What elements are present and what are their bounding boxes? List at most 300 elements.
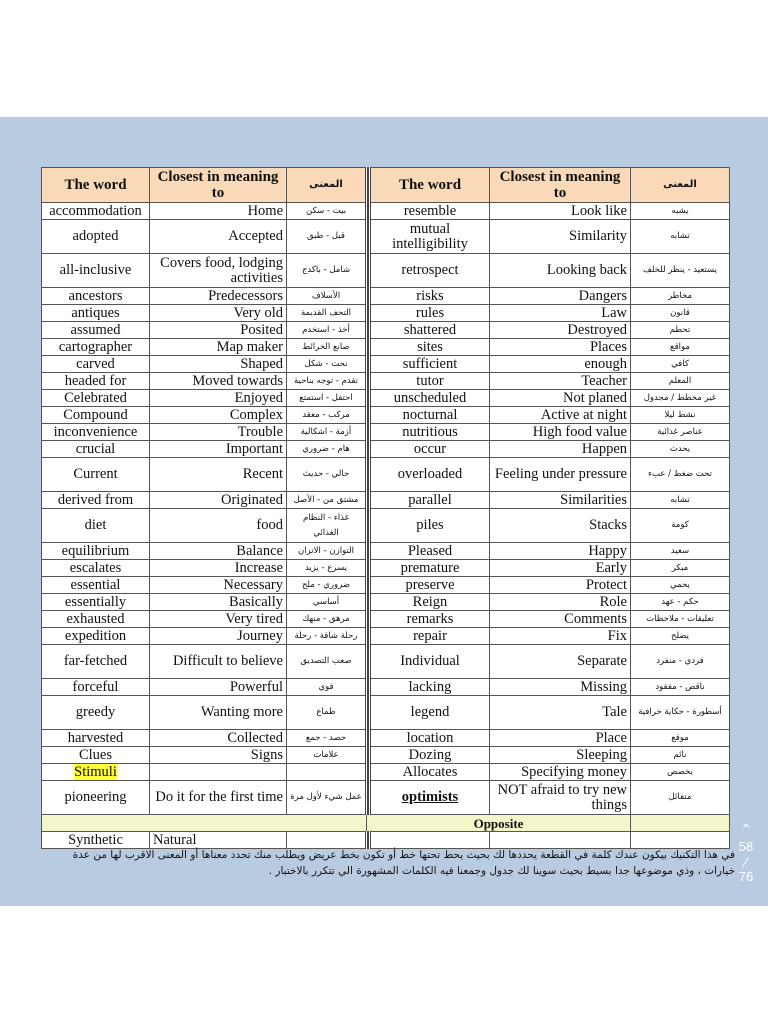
left-arabic-meaning-cell: [287, 305, 367, 322]
left-closest-meaning: Balance: [236, 542, 283, 559]
left-closest-meaning: Complex: [229, 406, 283, 423]
left-arabic-meaning: التحف القديمة: [300, 307, 352, 318]
right-word-cell: [370, 407, 490, 424]
right-word: Reign: [412, 593, 448, 610]
left-word-cell: [42, 781, 150, 815]
left-closest-meaning-cell: [150, 509, 287, 543]
left-arabic-meaning: قوي: [318, 681, 334, 692]
right-word: mutual intelligibility: [392, 220, 468, 252]
right-word-cell: [370, 611, 490, 628]
right-arabic-meaning: فردي - منفرد: [656, 656, 704, 666]
right-word-cell: [370, 730, 490, 747]
left-word-cell: [42, 288, 150, 305]
left-arabic-meaning: طماع: [316, 707, 336, 717]
right-closest-meaning: Happen: [581, 440, 627, 457]
left-word-cell: [42, 611, 150, 628]
table-row: [42, 373, 730, 390]
table-row: [42, 339, 730, 356]
left-arabic-meaning-cell: [287, 390, 367, 407]
left-word: Compound: [63, 406, 128, 423]
table-row: [42, 594, 730, 611]
right-closest-meaning: Places: [589, 338, 627, 355]
left-word: adopted: [72, 228, 119, 244]
right-word-cell: [370, 696, 490, 730]
right-closest-meaning: Tale: [602, 704, 627, 720]
right-arabic-meaning-cell: [631, 424, 730, 441]
left-closest-meaning: Predecessors: [208, 287, 283, 304]
left-word-cell: [42, 322, 150, 339]
right-arabic-meaning: عناصر غذائية: [657, 426, 703, 437]
left-closest-meaning: Moved towards: [192, 372, 283, 389]
right-arabic-meaning: يحدث: [669, 443, 691, 454]
right-arabic-meaning: نائم: [673, 749, 687, 760]
table-row: [42, 424, 730, 441]
right-closest-meaning-cell: [490, 390, 631, 407]
right-closest-meaning: Look like: [571, 202, 627, 219]
left-word-cell: [42, 220, 150, 254]
left-closest-meaning-cell: [150, 254, 287, 288]
left-arabic-meaning-cell: [287, 254, 367, 288]
right-closest-meaning-cell: [490, 679, 631, 696]
right-arabic-meaning: تشابه: [670, 231, 690, 241]
left-word: ancestors: [68, 287, 123, 304]
left-closest-meaning-cell: [150, 645, 287, 679]
left-arabic-meaning-cell: [287, 322, 367, 339]
left-closest-meaning: Posited: [240, 321, 283, 338]
right-closest-meaning-cell: [490, 424, 631, 441]
right-word: Individual: [400, 653, 460, 669]
left-closest-meaning-cell: [150, 679, 287, 696]
table-row: [42, 560, 730, 577]
left-arabic-meaning: صعب التصديق: [300, 656, 352, 666]
left-word: crucial: [75, 440, 116, 457]
right-closest-meaning: Fix: [607, 627, 627, 644]
right-word: location: [406, 729, 454, 746]
left-word: escalates: [69, 559, 122, 576]
right-arabic-meaning: موقع: [671, 732, 689, 743]
left-closest-meaning-cell: [150, 543, 287, 560]
opposite-word: Synthetic: [42, 832, 150, 849]
right-closest-meaning-cell: [490, 492, 631, 509]
left-word-cell: [42, 339, 150, 356]
right-word: Allocates: [402, 763, 458, 780]
right-arabic-meaning-cell: [631, 441, 730, 458]
right-word: premature: [400, 559, 460, 576]
left-closest-meaning-cell: [150, 441, 287, 458]
right-closest-meaning: Similarities: [560, 491, 627, 508]
right-arabic-meaning-cell: [631, 696, 730, 730]
total-page-count: 76: [738, 869, 754, 884]
table-row: [42, 305, 730, 322]
right-arabic-meaning: نشط ليلا: [664, 409, 696, 420]
left-closest-meaning: Very tired: [225, 610, 283, 627]
right-arabic-meaning-cell: [631, 305, 730, 322]
right-arabic-meaning-cell: [631, 390, 730, 407]
left-arabic-meaning-cell: [287, 458, 367, 492]
right-closest-meaning-cell: [490, 339, 631, 356]
right-closest-meaning-cell: [490, 322, 631, 339]
right-word-cell: [370, 424, 490, 441]
left-word-cell: [42, 730, 150, 747]
left-closest-meaning-cell: [150, 390, 287, 407]
right-arabic-meaning-cell: [631, 492, 730, 509]
left-closest-meaning-cell: [150, 220, 287, 254]
table-row: [42, 611, 730, 628]
left-arabic-meaning-cell: [287, 424, 367, 441]
right-word: remarks: [406, 610, 454, 627]
right-arabic-meaning-cell: [631, 628, 730, 645]
left-word-cell: [42, 577, 150, 594]
table-row: [42, 730, 730, 747]
left-word: harvested: [67, 729, 124, 746]
left-word-cell: [42, 509, 150, 543]
left-closest-meaning: Wanting more: [200, 704, 283, 720]
right-closest-meaning-cell: [490, 220, 631, 254]
right-word-cell: [370, 356, 490, 373]
left-closest-meaning-cell: [150, 781, 287, 815]
left-arabic-meaning: نحت - شكل: [304, 358, 348, 369]
left-arabic-meaning: شامل - باكدج: [301, 265, 351, 275]
table-body: [42, 203, 730, 849]
right-word: optimists: [401, 789, 459, 805]
left-closest-meaning: Collected: [227, 729, 283, 746]
table-row: [42, 356, 730, 373]
left-closest-meaning-cell: [150, 764, 287, 781]
right-arabic-meaning: مخاطر: [667, 290, 693, 301]
right-word: legend: [410, 704, 450, 720]
right-closest-meaning-cell: [490, 730, 631, 747]
left-arabic-meaning: أخذ - استخدم: [302, 324, 350, 335]
left-arabic-meaning: التوازن - الاتزان: [298, 545, 354, 556]
right-arabic-meaning-cell: [631, 577, 730, 594]
right-arabic-meaning-cell: [631, 679, 730, 696]
left-word-cell: [42, 356, 150, 373]
left-closest-meaning-cell: [150, 322, 287, 339]
right-arabic-meaning: تحت ضغط / عبء: [648, 469, 712, 479]
empty-cell: [490, 832, 631, 849]
right-arabic-meaning: تعليقات - ملاحظات: [646, 613, 714, 624]
header-word: The word: [42, 168, 150, 203]
left-word-cell: [42, 628, 150, 645]
left-arabic-meaning: رحلة شاقة - رحلة: [294, 630, 358, 641]
right-closest-meaning-cell: [490, 356, 631, 373]
left-word-cell: [42, 492, 150, 509]
right-closest-meaning: Looking back: [546, 262, 627, 278]
right-arabic-meaning-cell: [631, 407, 730, 424]
right-closest-meaning: Separate: [577, 653, 627, 669]
left-word-cell: [42, 390, 150, 407]
right-word-cell: [370, 577, 490, 594]
header-closest-meaning: Closest in meaning to: [150, 168, 287, 203]
left-word-cell: [42, 203, 150, 220]
table-row: [42, 390, 730, 407]
right-closest-meaning-cell: [490, 628, 631, 645]
table-row: [42, 781, 730, 815]
header-word: The word: [370, 168, 490, 203]
right-closest-meaning: Law: [601, 304, 627, 321]
left-closest-meaning: Increase: [234, 559, 283, 576]
left-word: pioneering: [64, 789, 127, 805]
right-arabic-meaning-cell: [631, 611, 730, 628]
left-word: essentially: [64, 593, 127, 610]
left-arabic-meaning-cell: [287, 628, 367, 645]
right-word-cell: [370, 288, 490, 305]
left-word: expedition: [64, 627, 127, 644]
right-closest-meaning: Feeling under pressure: [494, 466, 627, 482]
opposite-row: [42, 832, 730, 849]
right-closest-meaning-cell: [490, 458, 631, 492]
right-arabic-meaning: كافي: [671, 358, 689, 369]
left-arabic-meaning: غذاء - النظام الغذائي: [302, 512, 350, 538]
right-word: nocturnal: [402, 406, 458, 423]
left-arabic-meaning-cell: [287, 560, 367, 577]
right-arabic-meaning: المعلم: [668, 375, 692, 386]
left-word-cell: [42, 679, 150, 696]
right-word: sufficient: [402, 355, 458, 372]
right-arabic-meaning: يخصص: [667, 766, 693, 777]
left-closest-meaning: Very old: [233, 304, 283, 321]
left-arabic-meaning: علامات: [313, 749, 339, 760]
left-closest-meaning: Originated: [220, 491, 283, 508]
left-closest-meaning-cell: [150, 492, 287, 509]
right-word-cell: [370, 390, 490, 407]
left-word: essential: [70, 576, 121, 593]
right-arabic-meaning: يستعيد - ينظر للخلف: [643, 265, 717, 275]
right-word: Pleased: [407, 542, 453, 559]
right-closest-meaning: Place: [595, 729, 627, 746]
right-word-cell: [370, 747, 490, 764]
left-arabic-meaning-cell: [287, 220, 367, 254]
left-word: carved: [76, 355, 115, 372]
right-closest-meaning-cell: [490, 288, 631, 305]
left-word-cell: [42, 305, 150, 322]
right-arabic-meaning: قانون: [670, 307, 690, 318]
right-word: tutor: [416, 372, 444, 389]
left-word: Clues: [78, 746, 113, 763]
left-word: derived from: [57, 491, 134, 508]
left-word-cell: [42, 424, 150, 441]
right-arabic-meaning-cell: [631, 645, 730, 679]
right-arabic-meaning-cell: [631, 781, 730, 815]
left-word-cell: [42, 594, 150, 611]
chevron-up-icon[interactable]: ⌃: [740, 821, 752, 837]
left-word-cell: [42, 543, 150, 560]
left-closest-meaning: Accepted: [228, 228, 283, 244]
right-word: overloaded: [397, 466, 463, 482]
left-arabic-meaning: هام - ضروري: [302, 443, 350, 454]
left-word: far-fetched: [63, 653, 128, 669]
left-word: all-inclusive: [59, 262, 132, 278]
right-closest-meaning: Similarity: [569, 228, 627, 244]
left-closest-meaning: Signs: [250, 746, 283, 763]
left-arabic-meaning-cell: [287, 764, 367, 781]
right-word-cell: [370, 339, 490, 356]
table-row: [42, 509, 730, 543]
right-word: resemble: [403, 202, 457, 219]
header-closest-meaning: Closest in meaning to: [490, 168, 631, 203]
right-closest-meaning-cell: [490, 373, 631, 390]
left-word: accommodation: [49, 202, 142, 219]
right-arabic-meaning-cell: [631, 509, 730, 543]
left-closest-meaning: Basically: [229, 593, 283, 610]
left-word-cell: [42, 747, 150, 764]
right-closest-meaning-cell: [490, 696, 631, 730]
left-word-cell: [42, 560, 150, 577]
right-word: preserve: [405, 576, 455, 593]
right-closest-meaning-cell: [490, 781, 631, 815]
opposite-header-row: [42, 815, 730, 832]
table-header-row: [42, 168, 730, 203]
vocabulary-table: [41, 167, 730, 849]
right-closest-meaning: Destroyed: [567, 321, 627, 338]
right-arabic-meaning-cell: [631, 254, 730, 288]
right-arabic-meaning-cell: [631, 322, 730, 339]
left-closest-meaning-cell: [150, 407, 287, 424]
left-arabic-meaning-cell: [287, 696, 367, 730]
right-closest-meaning: Teacher: [581, 372, 627, 389]
right-closest-meaning: Comments: [564, 610, 627, 627]
right-arabic-meaning: ناقص - مفقود: [655, 681, 705, 692]
left-arabic-meaning: حالي - حديث: [302, 469, 350, 479]
table-row: [42, 458, 730, 492]
right-arabic-meaning: يحمي: [670, 579, 690, 590]
right-closest-meaning-cell: [490, 747, 631, 764]
left-closest-meaning-cell: [150, 696, 287, 730]
left-closest-meaning: Enjoyed: [234, 389, 283, 406]
left-closest-meaning: food: [256, 517, 283, 533]
right-word-cell: [370, 254, 490, 288]
right-closest-meaning-cell: [490, 254, 631, 288]
left-closest-meaning: Trouble: [237, 423, 283, 440]
left-word: headed for: [64, 372, 127, 389]
right-word-cell: [370, 458, 490, 492]
right-word-cell: [370, 220, 490, 254]
left-closest-meaning-cell: [150, 424, 287, 441]
table-row: [42, 577, 730, 594]
left-closest-meaning: Do it for the first time: [155, 789, 283, 805]
right-arabic-meaning-cell: [631, 373, 730, 390]
left-word-cell: [42, 764, 150, 781]
right-closest-meaning: Specifying money: [521, 763, 627, 780]
current-page-number: 58: [738, 839, 754, 854]
opposite-spacer: [631, 815, 730, 832]
opposite-label: Opposite: [367, 815, 631, 832]
left-word-cell: [42, 696, 150, 730]
right-word-cell: [370, 645, 490, 679]
left-closest-meaning-cell: [150, 628, 287, 645]
left-arabic-meaning-cell: [287, 594, 367, 611]
left-word: greedy: [75, 704, 116, 720]
left-word: exhausted: [66, 610, 125, 627]
empty-cell: [287, 832, 367, 849]
table-row: [42, 747, 730, 764]
left-arabic-meaning-cell: [287, 577, 367, 594]
left-arabic-meaning-cell: [287, 203, 367, 220]
right-word-cell: [370, 594, 490, 611]
left-closest-meaning-cell: [150, 288, 287, 305]
left-closest-meaning-cell: [150, 356, 287, 373]
table-row: [42, 322, 730, 339]
right-closest-meaning-cell: [490, 441, 631, 458]
left-closest-meaning-cell: [150, 339, 287, 356]
left-word-cell: [42, 645, 150, 679]
opposite-spacer: [42, 815, 367, 832]
right-closest-meaning-cell: [490, 560, 631, 577]
right-closest-meaning-cell: [490, 543, 631, 560]
left-arabic-meaning-cell: [287, 373, 367, 390]
left-word: Current: [73, 466, 118, 482]
left-word-cell: [42, 407, 150, 424]
right-closest-meaning: NOT afraid to try new things: [497, 781, 627, 813]
right-word: Dozing: [408, 746, 452, 763]
right-arabic-meaning: مبكر: [671, 562, 689, 573]
left-arabic-meaning: ضروري - ملح: [301, 579, 351, 590]
table-row: [42, 628, 730, 645]
right-word-cell: [370, 628, 490, 645]
right-word-cell: [370, 373, 490, 390]
table-row: [42, 203, 730, 220]
left-closest-meaning: Important: [225, 440, 283, 457]
right-closest-meaning-cell: [490, 645, 631, 679]
right-closest-meaning: Not planed: [562, 389, 627, 406]
table-row: [42, 441, 730, 458]
right-word: retrospect: [401, 262, 459, 278]
left-closest-meaning: Journey: [237, 627, 283, 644]
left-word: diet: [84, 517, 107, 533]
left-arabic-meaning-cell: [287, 781, 367, 815]
right-word: parallel: [408, 491, 452, 508]
left-arabic-meaning-cell: [287, 747, 367, 764]
left-arabic-meaning: تقدم - توجه بناحية: [293, 375, 359, 386]
right-word-cell: [370, 560, 490, 577]
right-closest-meaning-cell: [490, 203, 631, 220]
right-word: lacking: [408, 678, 452, 695]
right-arabic-meaning-cell: [631, 543, 730, 560]
right-arabic-meaning: يصلح: [670, 630, 690, 641]
table-row: [42, 764, 730, 781]
right-arabic-meaning: كومة: [671, 520, 689, 530]
right-closest-meaning: Early: [595, 559, 627, 576]
left-word-cell: [42, 458, 150, 492]
header-arabic-meaning: المعنى: [287, 168, 367, 203]
right-word: piles: [416, 517, 444, 533]
left-closest-meaning-cell: [150, 577, 287, 594]
left-closest-meaning-cell: [150, 594, 287, 611]
table-row: [42, 407, 730, 424]
right-closest-meaning-cell: [490, 305, 631, 322]
right-closest-meaning: Protect: [585, 576, 627, 593]
left-arabic-meaning-cell: [287, 645, 367, 679]
right-word-cell: [370, 305, 490, 322]
right-word-cell: [370, 492, 490, 509]
right-word-cell: [370, 781, 490, 815]
right-arabic-meaning-cell: [631, 339, 730, 356]
left-arabic-meaning: احتفل - استمتع: [299, 392, 353, 403]
right-word-cell: [370, 509, 490, 543]
right-word-cell: [370, 203, 490, 220]
page-separator: ⁄: [744, 854, 748, 870]
empty-cell: [370, 832, 490, 849]
left-arabic-meaning: حصد - جمع: [305, 732, 347, 743]
left-word: antiques: [71, 304, 120, 321]
right-word-cell: [370, 764, 490, 781]
right-arabic-meaning-cell: [631, 288, 730, 305]
empty-cell: [631, 832, 730, 849]
table-row: [42, 543, 730, 560]
left-arabic-meaning-cell: [287, 679, 367, 696]
left-word: forceful: [72, 678, 119, 695]
left-arabic-meaning: بيت - سكن: [305, 205, 347, 216]
